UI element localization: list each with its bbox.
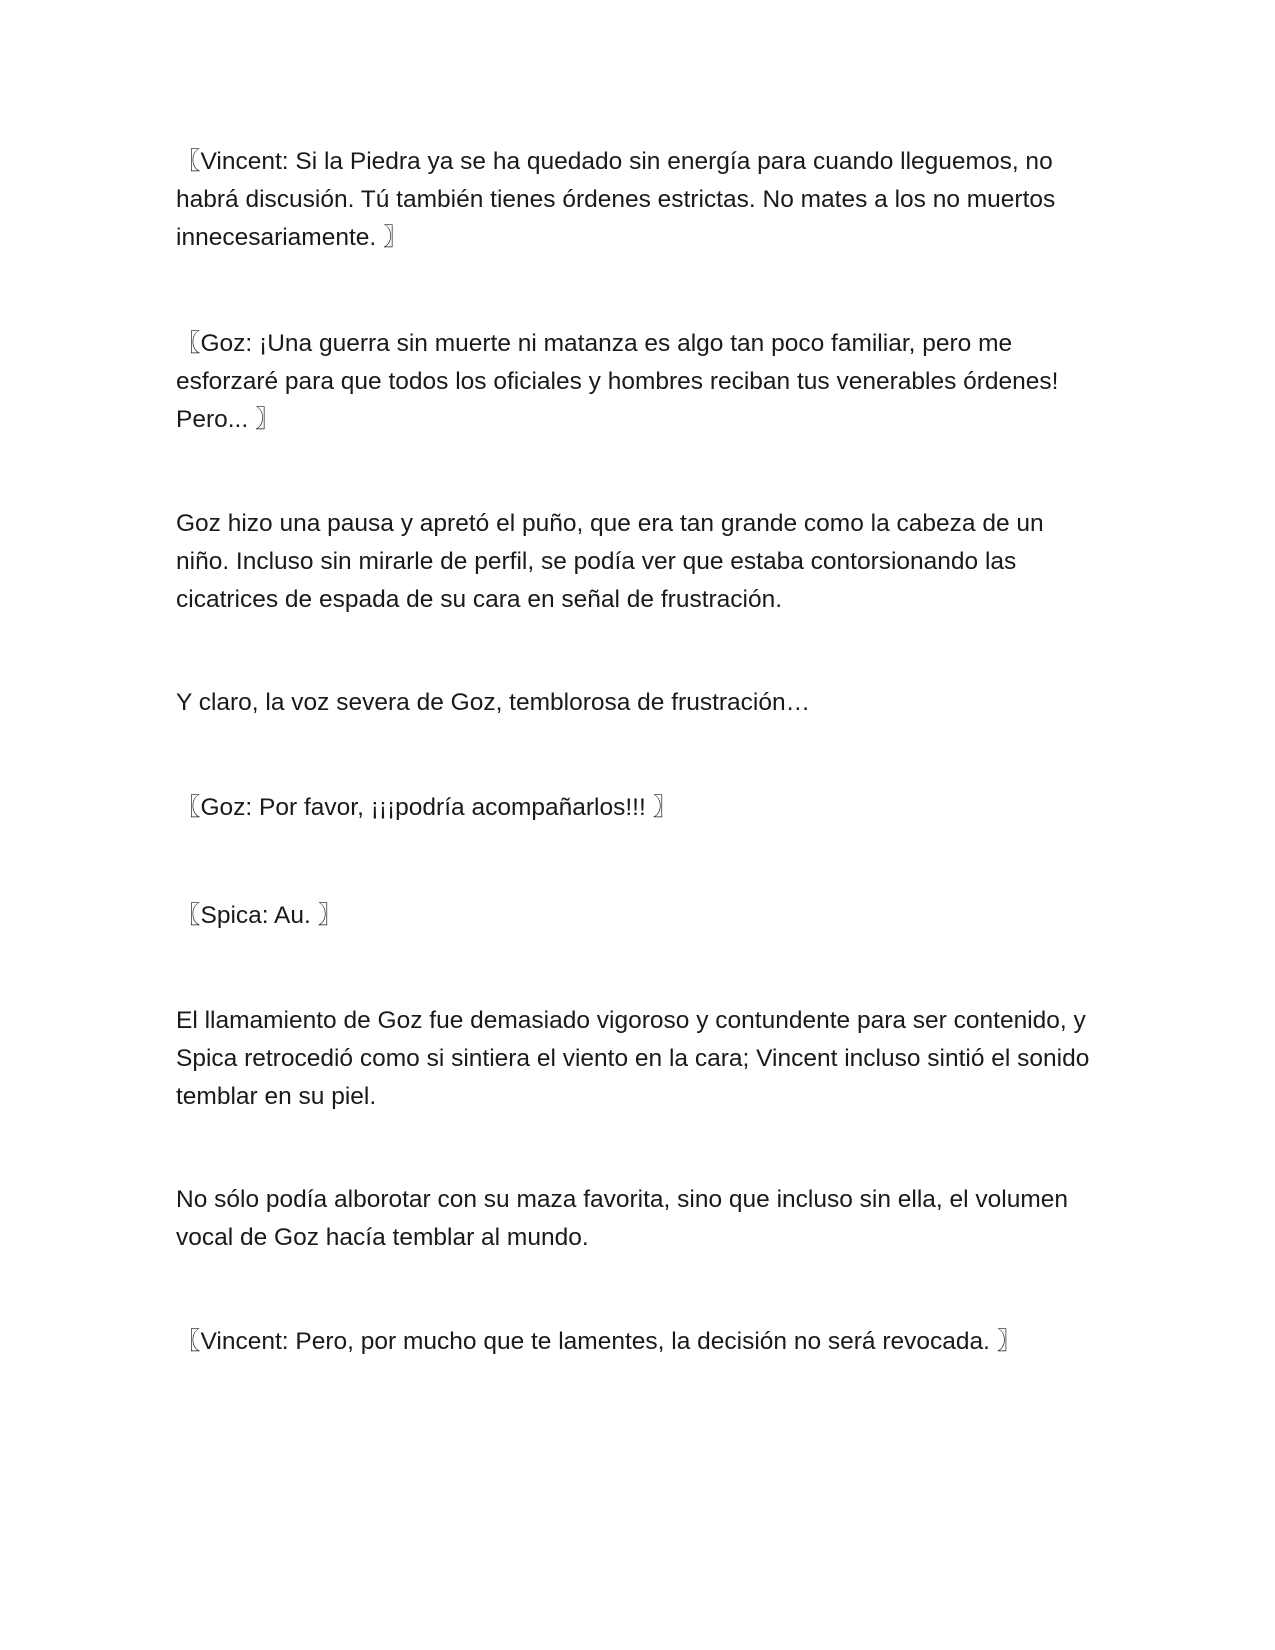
dialogue-goz-1: 〖Goz: ¡Una guerra sin muerte ni matanza es algo tan poco familiar, pero me esforzaré para que todos los oficiales y hombres reciban tus venerables órdenes! Pero... 〗 bbox=[176, 330, 1059, 433]
dialogue-goz-2: 〖Goz: Por favor, ¡¡¡podría acompañarlos!!! 〗 bbox=[176, 794, 678, 821]
narration-paragraph-2: Y claro, la voz severa de Goz, temblorosa de frustración… bbox=[176, 689, 811, 716]
dialogue-vincent-2: 〖Vincent: Pero, por mucho que te lamentes, la decisión no será revocada. 〗 bbox=[176, 1328, 1022, 1355]
dialogue-vincent-1: 〖Vincent: Si la Piedra ya se ha quedado sin energía para cuando lleguemos, no habrá discusión. Tú también tienes órdenes estrictas. No mates a los no muertos innecesariamente. 〗 bbox=[176, 148, 1056, 251]
narration-paragraph-3: El llamamiento de Goz fue demasiado vigoroso y contundente para ser contenido, y Spica retrocedió como si sintiera el viento en la cara; Vincent incluso sintió el sonido temblar en su piel. bbox=[176, 1007, 1090, 1110]
dialogue-spica-1: 〖Spica: Au. 〗 bbox=[176, 902, 343, 929]
narration-paragraph-4: No sólo podía alborotar con su maza favorita, sino que incluso sin ella, el volumen vocal de Goz hacía temblar al mundo. bbox=[176, 1186, 1069, 1251]
narration-paragraph-1: Goz hizo una pausa y apretó el puño, que era tan grande como la cabeza de un niño. Incluso sin mirarle de perfil, se podía ver que estaba contorsionando las cicatrices de espada de su cara en señal de frustración. bbox=[176, 510, 1044, 613]
